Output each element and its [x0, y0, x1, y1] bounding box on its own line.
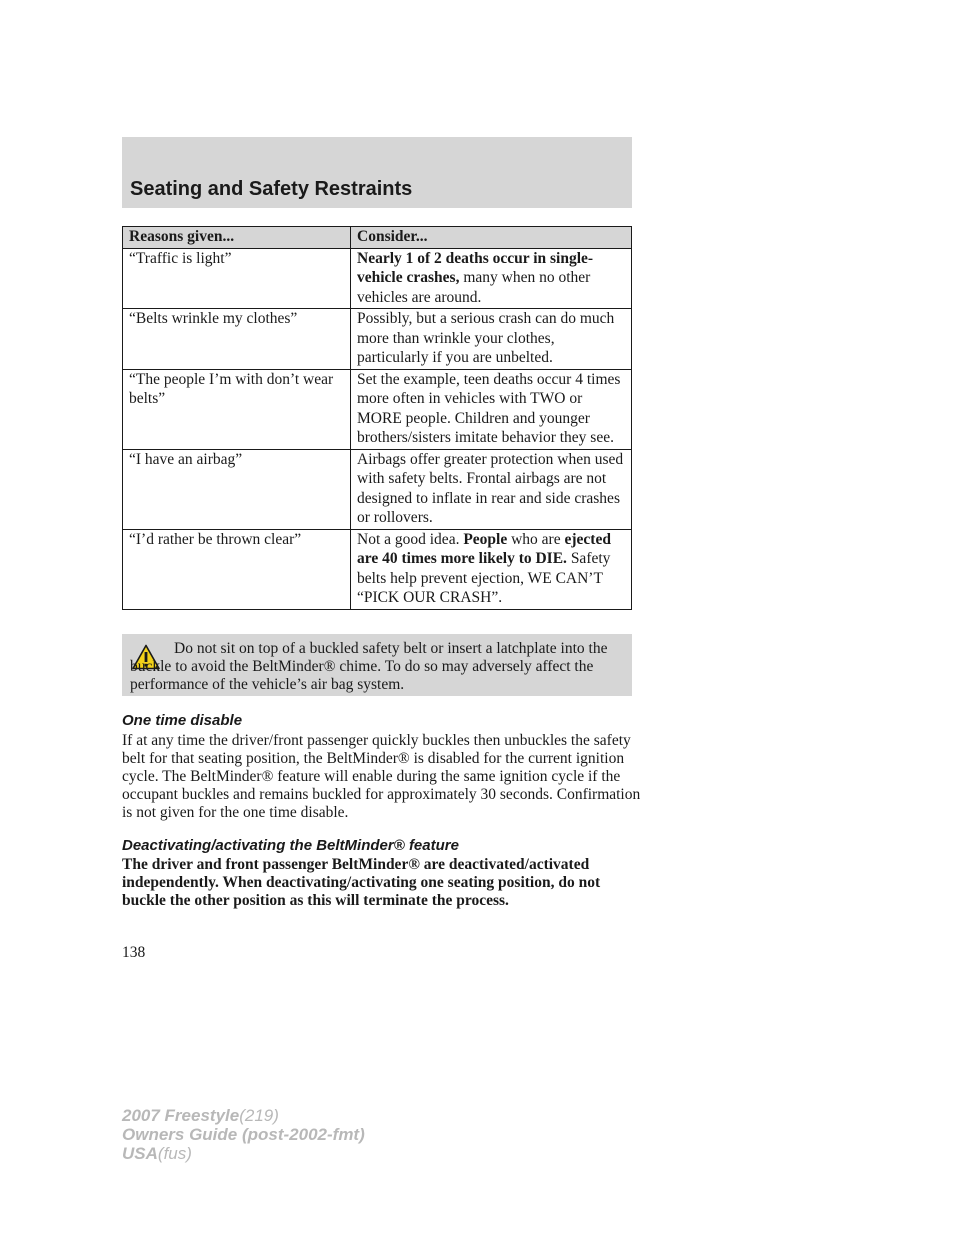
consider-bold: ejected are 40 times more likely to DIE. [357, 530, 611, 567]
table-header-row [123, 227, 632, 249]
col-header-consider: Consider... [351, 227, 632, 249]
consider-cell: Airbags offer greater protection when used with safety belts. Frontal airbags are not designed to inflate in rear and side crashes or rollovers. [351, 449, 632, 529]
table-row [123, 529, 632, 609]
footer-model-code: (219) [239, 1106, 279, 1125]
table-row [123, 248, 632, 309]
page-number: 138 [122, 944, 146, 961]
footer-market: USA [122, 1144, 158, 1163]
consider-text: many when no other vehicles are around. [357, 269, 591, 306]
reason-cell: “I have an airbag” [123, 449, 351, 529]
paragraph-deactivating-beltminder: The driver and front passenger BeltMinder® are deactivated/activated independently. When deactivating/activating one seating position, do not buckle the other position as this will terminate the process. [122, 856, 601, 909]
consider-cell: Set the example, teen deaths occur 4 times more often in vehicles with TWO or MORE people. Children and younger brothers/sisters imitate behavior they see. [351, 369, 632, 449]
consider-cell: Possibly, but a serious crash can do much more than wrinkle your clothes, particularly if you are unbelted. [351, 309, 632, 370]
table-row [123, 449, 632, 529]
reason-cell: “Belts wrinkle my clothes” [123, 309, 351, 370]
consider-text: who are [511, 530, 561, 548]
consider-cell [351, 529, 632, 609]
heading-one-time-disable: One time disable [122, 712, 243, 729]
section-title: Seating and Safety Restraints [130, 178, 413, 200]
consider-bold: People [463, 530, 508, 548]
warning-text: Do not sit on top of a buckled safety belt or insert a latchplate into the buckle to avoid the BeltMinder® chime. To do so may adversely affect the performance of the vehicle’s air bag system. [130, 640, 608, 693]
consider-text: Safety belts help prevent ejection, WE CAN’T “PICK OUR CRASH”. [357, 550, 611, 606]
reason-cell: “I’d rather be thrown clear” [123, 529, 351, 609]
reason-cell: “The people I’m with don’t wear belts” [123, 369, 351, 449]
col-header-reasons: Reasons given... [123, 227, 351, 249]
table-row [123, 309, 632, 370]
footer-market-code: (fus) [157, 1144, 192, 1163]
reasons-table [122, 226, 632, 610]
consider-text: Not a good idea. [357, 530, 460, 548]
consider-cell [351, 248, 632, 309]
heading-deactivating-beltminder: Deactivating/activating the BeltMinder® feature [122, 837, 459, 854]
footer-imprint [122, 1106, 365, 1163]
footer-model: 2007 Freestyle [122, 1106, 240, 1125]
reason-cell: “Traffic is light” [123, 248, 351, 309]
paragraph-one-time-disable: If at any time the driver/front passenger quickly buckles then unbuckles the safety belt for that seating position, the BeltMinder® is disabled for the current ignition cycle. The BeltMinder® feature will enable during the same ignition cycle if the occupant buckles and remains buckled for approximately 30 seconds. Confirmation is not given for the one time disable. [122, 732, 641, 821]
warning-box [122, 634, 632, 696]
footer-guide: Owners Guide (post-2002-fmt) [122, 1125, 365, 1144]
table-row [123, 369, 632, 449]
consider-bold: Nearly 1 of 2 deaths occur in single-vehicle crashes, [357, 249, 594, 286]
